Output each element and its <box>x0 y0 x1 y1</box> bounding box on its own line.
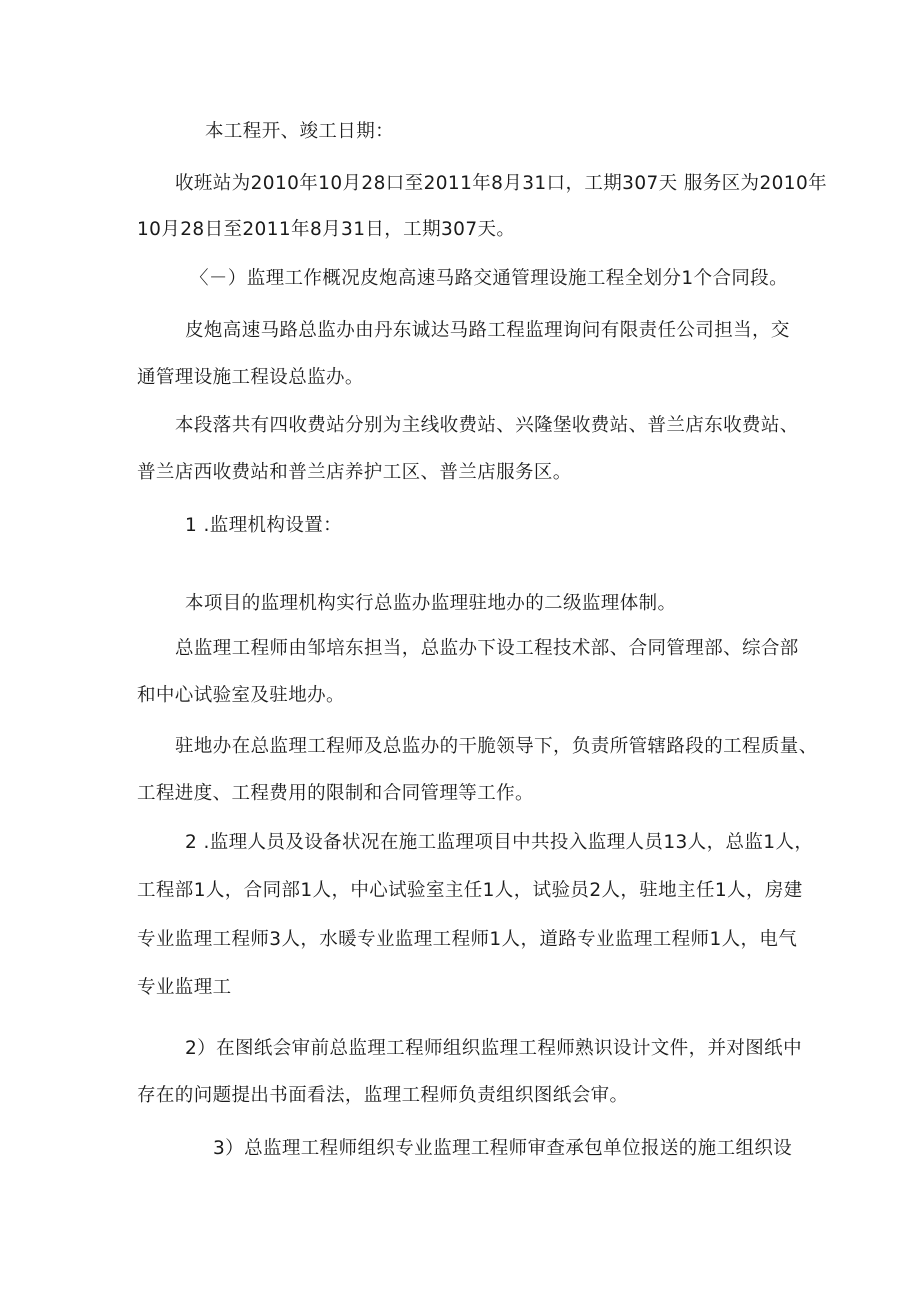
text-line: 工程部1人，合同部1人，中心试验室主任1人，试验员2人，驻地主任1人，房建 <box>137 880 803 901</box>
text-line: 存在的问题提出书面看法，监理工程师负责组织图纸会审。 <box>137 1085 629 1106</box>
text-line: 本项目的监理机构实行总监办监理驻地办的二级监理体制。 <box>185 593 677 614</box>
text-line: 和中心试验室及驻地办。 <box>137 685 345 706</box>
text-line: 通管理设施工程设总监办。 <box>137 367 364 388</box>
text-line: 收班站为2010年10月28口至2011年8月31口，工期307天 服务区为2010年 <box>175 173 828 194</box>
text-line: 〈－）监理工作概况皮炮高速马路交通管理设施工程全划分1个合同段。 <box>190 268 789 289</box>
text-line: 2）在图纸会审前总监理工程师组织监理工程师熟识设计文件，并对图纸中 <box>185 1038 802 1059</box>
text-line: 专业监理工程师3人，水暖专业监理工程师1人，道路专业监理工程师1人，电气 <box>137 929 798 950</box>
text-line: 10月28日至2011年8月31日，工期307天。 <box>137 219 516 240</box>
text-line: 1 .监理机构设置： <box>185 515 343 536</box>
text-line: 总监理工程师由邹培东担当，总监办下设工程技术部、合同管理部、综合部 <box>175 638 799 659</box>
text-line: 工程进度、工程费用的限制和合同管理等工作。 <box>137 783 534 804</box>
text-line: 本段落共有四收费站分别为主线收费站、兴隆堡收费站、普兰店东收费站、 <box>175 415 799 436</box>
text-line: 2 .监理人员及设备状况在施工监理项目中共投入监理人员13人，总监1人， <box>185 832 814 853</box>
text-line: 3）总监理工程师组织专业监理工程师审查承包单位报送的施工组织设 <box>213 1138 793 1159</box>
text-line: 普兰店西收费站和普兰店养护工区、普兰店服务区。 <box>137 462 572 483</box>
text-line: 专业监理工 <box>137 977 232 998</box>
text-line: 皮炮高速马路总监办由丹东诚达马路工程监理询问有限责任公司担当，交 <box>185 320 790 341</box>
text-line: 驻地办在总监理工程师及总监办的干脆领导下，负责所管辖路段的工程质量、 <box>175 736 818 757</box>
text-line: 本工程开、竣工日期： <box>205 121 395 142</box>
